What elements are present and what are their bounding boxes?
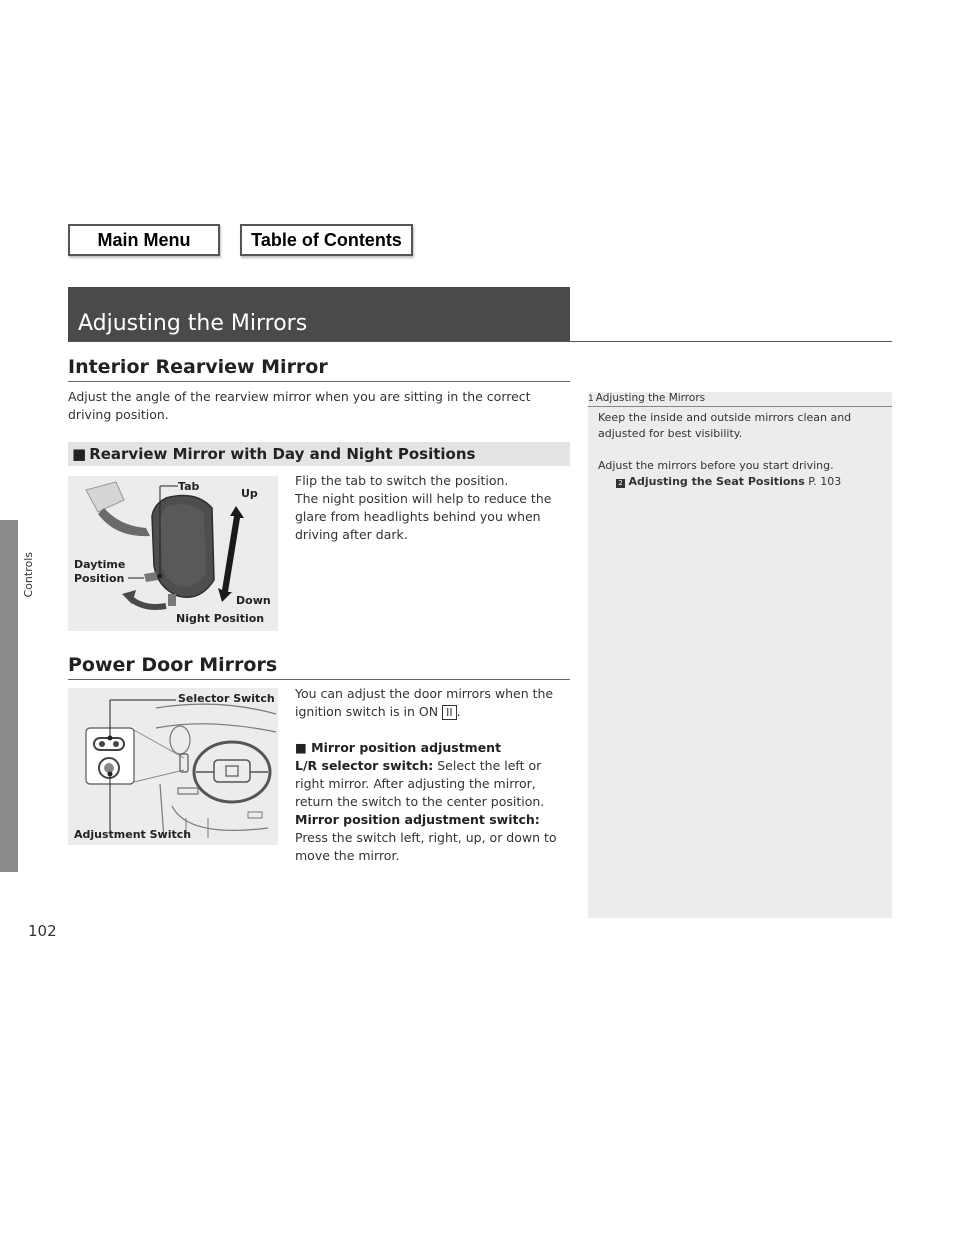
power-mirror-switch-illustration (68, 688, 278, 845)
ignition-key-icon: II (442, 705, 457, 720)
table-of-contents-button[interactable]: Table of Contents (240, 224, 413, 256)
power-intro (295, 685, 570, 721)
tab-label: Tab (178, 480, 200, 493)
note-line2: Adjust the mirrors before you start driving. (598, 459, 834, 472)
reference-arrow-icon: 2 (616, 479, 625, 488)
note-heading-text: Adjusting the Mirrors (595, 392, 706, 404)
note-divider (588, 406, 892, 407)
adjustment-switch-label: Adjustment Switch (74, 828, 192, 841)
interior-mirror-heading: Interior Rearview Mirror (68, 356, 328, 378)
mirror-adjust-subhead-text: Mirror position adjustment (311, 740, 502, 755)
page-title: Adjusting the Mirrors (78, 311, 308, 336)
section-tab (0, 520, 18, 872)
section-label: Controls (22, 552, 35, 598)
rearview-subhead-text: Rearview Mirror with Day and Night Positions (89, 445, 476, 463)
selector-switch-label: Selector Switch (178, 692, 275, 705)
adjustment-switch-desc (295, 811, 570, 865)
daytime-label: Daytime (74, 558, 126, 571)
reference-page: P. 103 (808, 475, 842, 488)
subhead-marker: ■ (295, 740, 307, 755)
position-label: Position (74, 572, 125, 585)
lr-selector-text: Select the left or right mirror. After adjusting the mirror, return the switch to the center position. (295, 758, 545, 809)
subhead-marker: ■ (72, 445, 87, 463)
section-divider (68, 381, 570, 382)
rearview-subhead (68, 442, 570, 466)
interior-intro: Adjust the angle of the rearview mirror when you are sitting in the correct driving position. (68, 389, 531, 422)
power-mirrors-text (295, 685, 570, 865)
power-intro-end: . (456, 704, 461, 719)
mirror-adjust-subhead (295, 739, 570, 757)
main-menu-button[interactable]: Main Menu (68, 224, 220, 256)
rearview-desc-line1: Flip the tab to switch the position. (295, 473, 509, 488)
adjustment-switch-term: Mirror position adjustment switch: (295, 812, 540, 827)
note-line1: Keep the inside and outside mirrors clean and adjusted for best visibility. (598, 411, 852, 440)
down-label: Down (236, 594, 271, 607)
up-label: Up (241, 487, 258, 500)
adjustment-switch-text: Press the switch left, right, up, or down to move the mirror. (295, 830, 557, 863)
power-mirror-figure (68, 688, 278, 845)
note-marker: 1 (588, 394, 594, 404)
note-body (598, 410, 878, 490)
section-divider (68, 679, 570, 680)
lr-selector-term: L/R selector switch: (295, 758, 434, 773)
note-reference[interactable] (598, 474, 878, 490)
note-heading (588, 392, 892, 404)
rearview-desc (295, 472, 570, 544)
rearview-mirror-figure (68, 476, 278, 631)
reference-title[interactable]: Adjusting the Seat Positions (628, 475, 805, 488)
power-mirrors-heading: Power Door Mirrors (68, 654, 278, 676)
night-position-label: Night Position (176, 612, 265, 625)
page-number: 102 (28, 922, 57, 940)
rearview-desc-line2: The night position will help to reduce the glare from headlights behind you when driving after dark. (295, 491, 552, 542)
title-divider (68, 341, 892, 342)
lr-selector-desc (295, 757, 570, 811)
power-intro-text: You can adjust the door mirrors when the ignition switch is in ON (295, 686, 554, 719)
